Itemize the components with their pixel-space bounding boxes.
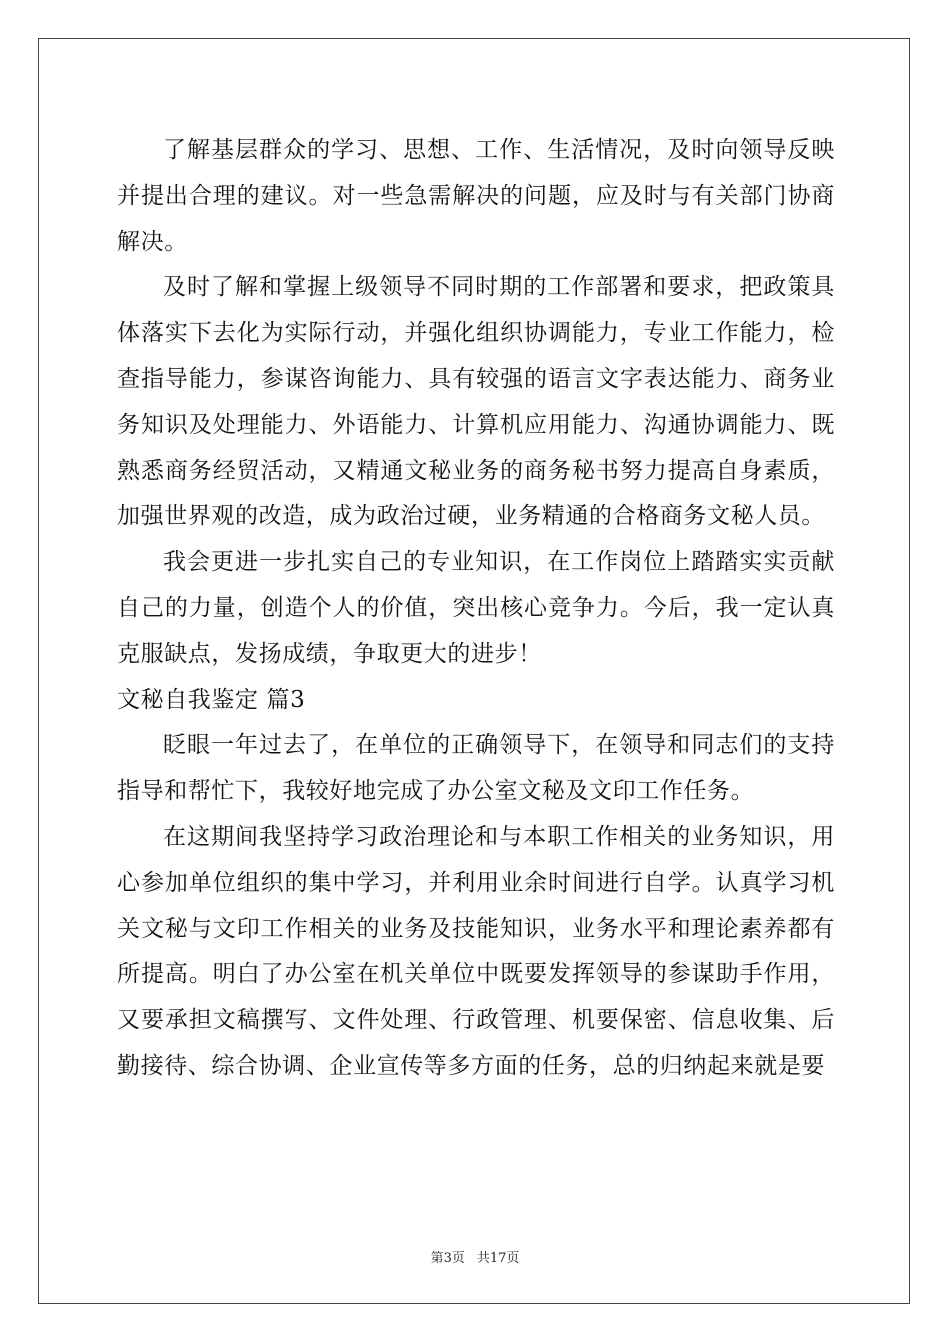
paragraph-5: 在这期间我坚持学习政治理论和与本职工作相关的业务知识，用心参加单位组织的集中学习，并利用业余时间进行自学。认真学习机关文秘与文印工作相关的业务及技能知识，业务水平和理论素养都有所提高。明白了办公室在机关单位中既要发挥领导的参谋助手作用，又要承担文稿撰写、文件处理、行政管理、机要保密、信息收集、后勤接待、综合协调、企业宣传等多方面的任务，总的归纳起来就是要 [117,823,835,1079]
paragraph-1: 了解基层群众的学习、思想、工作、生活情况，及时向领导反映并提出合理的建议。对一些急需解决的问题，应及时与有关部门协商解决。 [117,137,835,255]
paragraph-4: 眨眼一年过去了，在单位的正确领导下，在领导和同志们的支持指导和帮忙下，我较好地完成了办公室文秘及文印工作任务。 [117,732,835,805]
section-heading: 文秘自我鉴定 篇3 [117,686,306,713]
total-pages-label: 共17页 [476,1251,520,1266]
document-body [117,128,835,1090]
page-footer [0,1247,950,1266]
current-page-label: 第3页 [430,1251,465,1266]
paragraph-3: 我会更进一步扎实自己的专业知识，在工作岗位上踏踏实实贡献自己的力量，创造个人的价值，突出核心竞争力。今后，我一定认真克服缺点，发扬成绩，争取更大的进步！ [117,549,835,667]
paragraph-2: 及时了解和掌握上级领导不同时期的工作部署和要求，把政策具体落实下去化为实际行动，并强化组织协调能力，专业工作能力，检查指导能力，参谋咨询能力、具有较强的语言文字表达能力、商务业务知识及处理能力、外语能力、计算机应用能力、沟通协调能力、既熟悉商务经贸活动，又精通文秘业务的商务秘书努力提高自身素质，加强世界观的改造，成为政治过硬，业务精通的合格商务文秘人员。 [117,274,835,530]
